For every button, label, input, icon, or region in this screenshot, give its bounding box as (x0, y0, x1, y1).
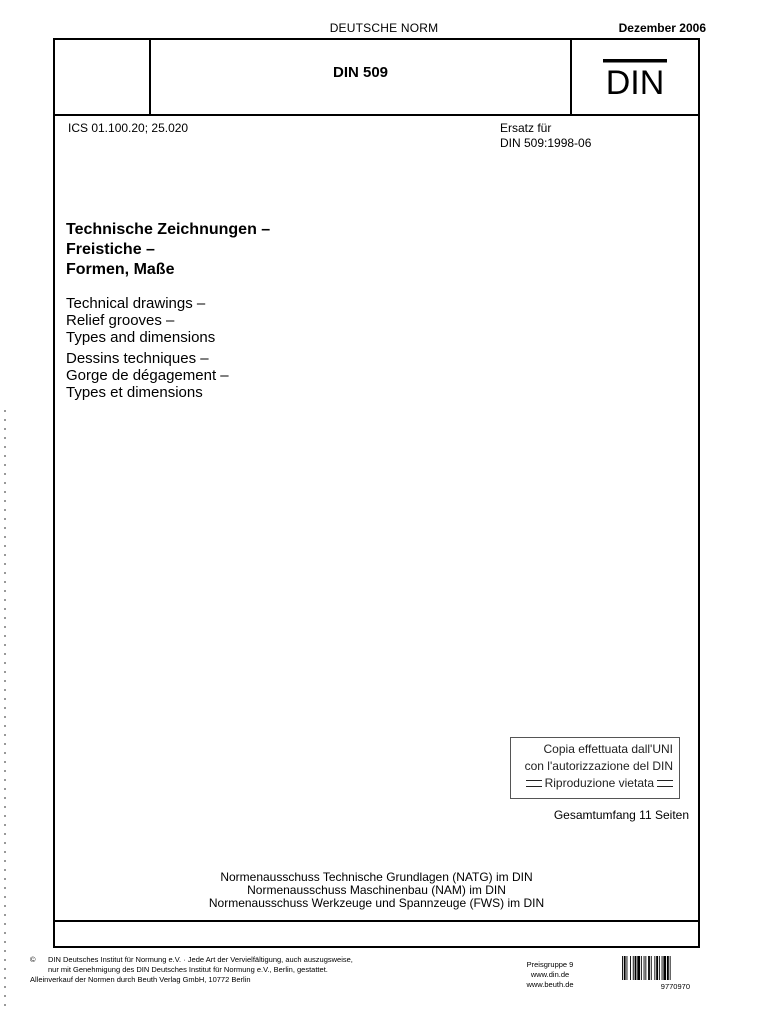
barcode-bar (641, 956, 642, 980)
barcode-bar (659, 956, 660, 980)
committees (53, 871, 700, 910)
barcode-bar (648, 956, 650, 980)
copyright-icon: © (30, 955, 36, 964)
footer-line-3: Alleinverkauf der Normen durch Beuth Verlag GmbH, 10772 Berlin (30, 975, 251, 984)
title-german-line: Technische Zeichnungen – (66, 221, 271, 238)
barcode-bar (635, 956, 637, 980)
barcode-bar (637, 956, 640, 980)
title-english (66, 295, 215, 346)
barcode-bar (667, 956, 669, 980)
double-rule-icon (526, 780, 542, 787)
replaces-info (500, 121, 591, 151)
title-french-line: Gorge de dégagement – (66, 367, 229, 384)
footer-line-2: nur mit Genehmigung des DIN Deutsches Institut für Normung e.V., Berlin, gestattet. (48, 965, 328, 974)
replaces-label: Ersatz für (500, 121, 552, 135)
footer-line (30, 955, 353, 965)
title-french-line: Dessins techniques – (66, 350, 209, 367)
title-german-line: Formen, Maße (66, 261, 175, 278)
copy-stamp (510, 737, 680, 799)
footer-line-1: DIN Deutsches Institut für Normung e.V. · Jede Art der Vervielfältigung, auch auszugsweise, (48, 955, 353, 964)
barcode-bar (670, 956, 671, 980)
copyright-footer (30, 955, 353, 985)
title-english-line: Types and dimensions (66, 329, 216, 346)
committee-line: Normenausschuss Technische Grundlagen (NATG) im DIN (220, 870, 533, 884)
stamp-line: Copia effettuata dall'UNI (543, 742, 673, 756)
din-logo (600, 58, 670, 98)
norm-type-label: DEUTSCHE NORM (329, 21, 439, 35)
committee-line: Normenausschuss Maschinenbau (NAM) im DIN (247, 883, 506, 897)
barcode-bar (656, 956, 658, 980)
scan-edge-marks (4, 410, 6, 1010)
document-number: DIN 509 (332, 64, 389, 81)
title-english-line: Technical drawings – (66, 295, 206, 312)
barcode-bar (624, 956, 626, 980)
barcode-bar (654, 956, 655, 980)
title-german-line: Freistiche – (66, 241, 155, 258)
ics-code: ICS 01.100.20; 25.020 (68, 121, 189, 135)
title-box-divider-right (570, 38, 572, 116)
web-link-beuth: www.beuth.de (526, 980, 574, 989)
barcode-number: 9770970 (660, 982, 690, 991)
price-group: Preisgruppe 9 (526, 960, 574, 969)
publication-date: Dezember 2006 (618, 21, 706, 35)
barcode-bar (651, 956, 652, 980)
replaces-value: DIN 509:1998-06 (500, 136, 592, 150)
stamp-line-3 (511, 775, 673, 792)
title-french (66, 350, 229, 401)
title-german (66, 220, 270, 280)
barcode-bar (630, 956, 631, 980)
barcode-bar (644, 956, 645, 980)
barcode-bar (662, 956, 663, 980)
din-logo-text: DIN (605, 64, 665, 98)
double-rule-icon (657, 780, 673, 787)
title-french-line: Types et dimensions (66, 384, 203, 401)
footer-line (30, 965, 353, 975)
stamp-line: con l'autorizzazione del DIN (524, 759, 673, 773)
barcode-bar (645, 956, 646, 980)
barcode-bar (622, 956, 623, 980)
barcode-bar (633, 956, 634, 980)
barcode-bar (663, 956, 666, 980)
web-link-din: www.din.de (530, 970, 570, 979)
committee-line: Normenausschuss Werkzeuge und Spannzeuge (FWS) im DIN (208, 896, 545, 910)
footer-line (30, 975, 353, 985)
price-info (510, 960, 590, 990)
barcode-bar (627, 956, 628, 980)
title-english-line: Relief grooves – (66, 312, 175, 329)
barcode (622, 956, 690, 980)
page-count: Gesamtumfang 11 Seiten (553, 808, 689, 822)
bottom-rule (53, 920, 700, 922)
stamp-line: Riproduzione vietata (544, 776, 654, 790)
